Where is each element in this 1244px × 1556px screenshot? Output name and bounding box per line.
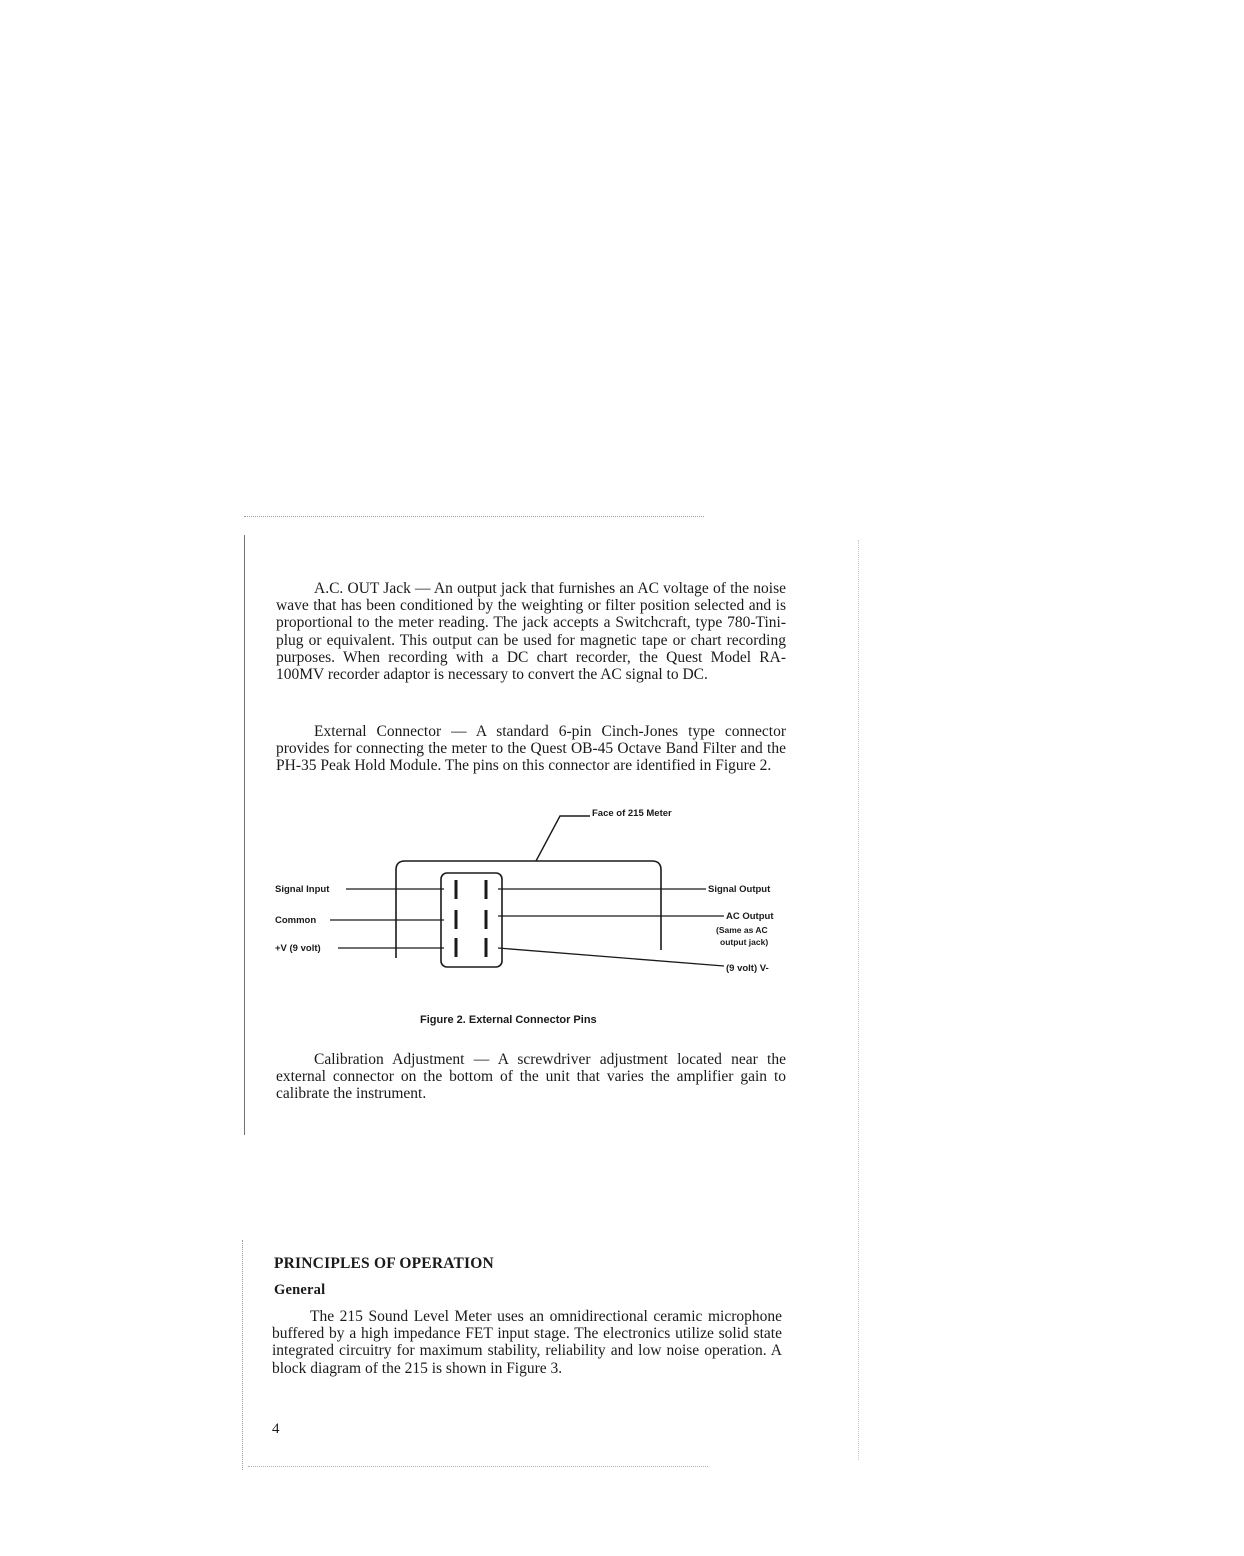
paragraph-external-connector	[276, 723, 786, 775]
paragraph-general-text: The 215 Sound Level Meter uses an omnidirectional ceramic microphone buffered by a high impedance FET input stage. The electronics utilize solid state integrated circuitry for maximum stability, reliability and low noise operation. A block diagram of the 215 is shown in Figure 3.	[272, 1308, 782, 1377]
scan-edge-top	[244, 516, 704, 517]
page-number: 4	[272, 1421, 280, 1437]
label-plus-v: +V (9 volt)	[275, 943, 321, 954]
face-label: Face of 215 Meter	[592, 808, 672, 819]
label-ac-output: AC Output	[726, 911, 774, 922]
connector-body	[441, 873, 502, 967]
label-same-as-ac-line2: output jack)	[720, 937, 769, 947]
meter-face-outline	[396, 861, 661, 958]
paragraph-calibration-text: Calibration Adjustment — A screwdriver adjustment located near the external connector on the bottom of the unit that varies the amplifier gain to calibrate the instrument.	[276, 1051, 786, 1103]
paragraph-ac-out-text: A.C. OUT Jack — An output jack that furnishes an AC voltage of the noise wave that has been conditioned by the weighting or filter position selected and is proportional to the meter reading. The jack accepts a Switchcraft, type 780-Tini-plug or equivalent. This output can be used for magnetic tape or chart recording purposes. When recording with a DC chart recorder, the Quest Model RA-100MV recorder adaptor is necessary to convert the AC signal to DC.	[276, 580, 786, 684]
lead-minus-v	[498, 948, 724, 966]
scan-edge-left	[244, 535, 245, 1135]
label-same-as-ac-line1: (Same as AC	[716, 925, 768, 935]
scan-edge-right	[858, 540, 859, 1460]
paragraph-external-connector-text: External Connector — A standard 6-pin Cinch-Jones type connector provides for connecting the meter to the Quest OB-45 Octave Band Filter and the PH-35 Peak Hold Module. The pins on this connector are identified in Figure 2.	[276, 723, 786, 775]
figure-caption: Figure 2. External Connector Pins	[420, 1014, 597, 1026]
label-signal-output: Signal Output	[708, 884, 771, 895]
label-common: Common	[275, 915, 317, 926]
scan-edge-bottom	[248, 1466, 708, 1467]
face-leader-line	[536, 816, 590, 861]
section-heading-principles: PRINCIPLES OF OPERATION	[274, 1255, 494, 1272]
paragraph-ac-out-jack	[276, 580, 786, 683]
paragraph-calibration	[276, 1051, 786, 1103]
label-signal-input: Signal Input	[275, 884, 330, 895]
label-minus-v: (9 volt) V-	[726, 963, 769, 974]
scan-edge-left-lower	[242, 1240, 243, 1470]
paragraph-general	[272, 1308, 782, 1377]
subsection-heading-general: General	[274, 1282, 326, 1298]
connector-pins-diagram	[270, 800, 800, 980]
